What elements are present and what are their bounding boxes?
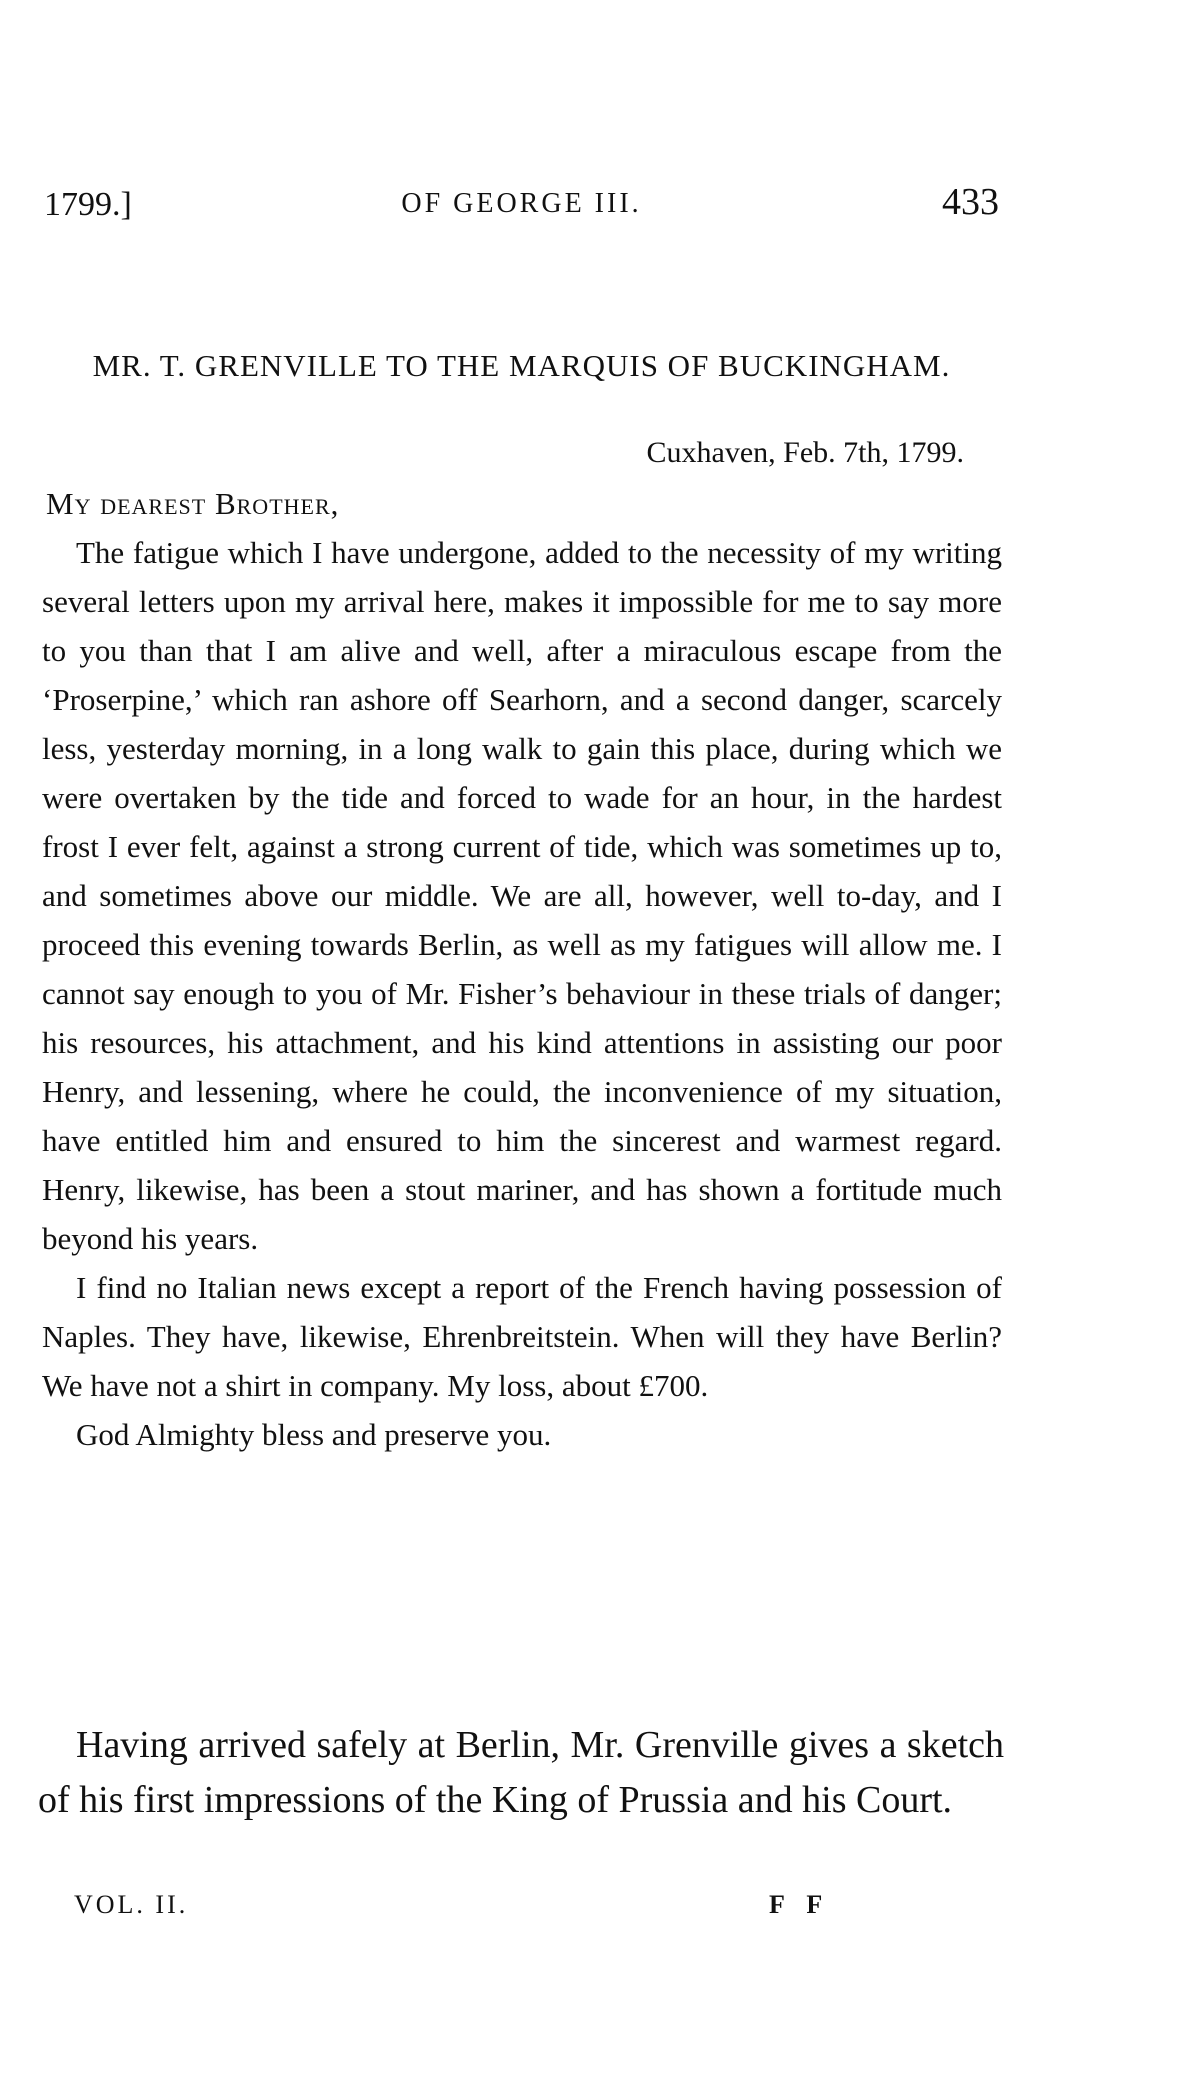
running-head-title: OF GEORGE III. bbox=[401, 188, 642, 219]
signature-mark: F F bbox=[769, 1890, 831, 1919]
volume-label: VOL. II. bbox=[74, 1890, 189, 1919]
narrative-text bbox=[38, 1718, 1004, 1828]
letter-title: MR. T. GRENVILLE TO THE MARQUIS OF BUCKINGHAM. bbox=[92, 348, 951, 383]
running-head bbox=[44, 180, 999, 230]
letter-paragraph: God Almighty bless and preserve you. bbox=[76, 1417, 552, 1452]
letter-paragraph: The fatigue which I have undergone, added to the necessity of my writing several letters upon my arrival here, makes it impossible for me to say more to you than that I am alive and well, after a miraculous escape from the ‘Proserpine,’ which ran ashore off Searhorn, and a second danger, scarcely less, yesterday morning, in a long walk to gain this place, during which we were overtaken by the tide and forced to wade for an hour, in the hardest frost I ever felt, against a strong current of tide, which was sometimes up to, and sometimes above our middle. We are all, however, well to-day, and I proceed this evening towards Berlin, as well as my fatigues will allow me. I cannot say enough to you of Mr. Fisher’s behaviour in these trials of danger; his resources, his attachment, and his kind attentions in assisting our poor Henry, and lessening, where he could, the inconvenience of my situation, have entitled him and ensured to him the sincerest and warmest regard. Henry, likewise, has been a stout mariner, and has shown a fortitude much beyond his years. bbox=[42, 535, 1002, 1256]
running-head-year: 1799.] bbox=[44, 186, 132, 223]
page-number: 433 bbox=[942, 181, 999, 223]
narrative-paragraph: Having arrived safely at Berlin, Mr. Grenville gives a sketch of his first impressions of the King of Prussia and his Court. bbox=[38, 1724, 1004, 1821]
letter-paragraph: I find no Italian news except a report of the French having possession of Naples. They have, likewise, Ehrenbreitstein. When will they have Berlin? We have not a shirt in company. My loss, about £700. bbox=[42, 1270, 1002, 1403]
letter-salutation: My dearest Brother, bbox=[46, 486, 340, 521]
letter-dateline: Cuxhaven, Feb. 7th, 1799. bbox=[646, 436, 964, 469]
letter-body bbox=[42, 528, 1002, 1459]
page-footer bbox=[74, 1890, 874, 1930]
